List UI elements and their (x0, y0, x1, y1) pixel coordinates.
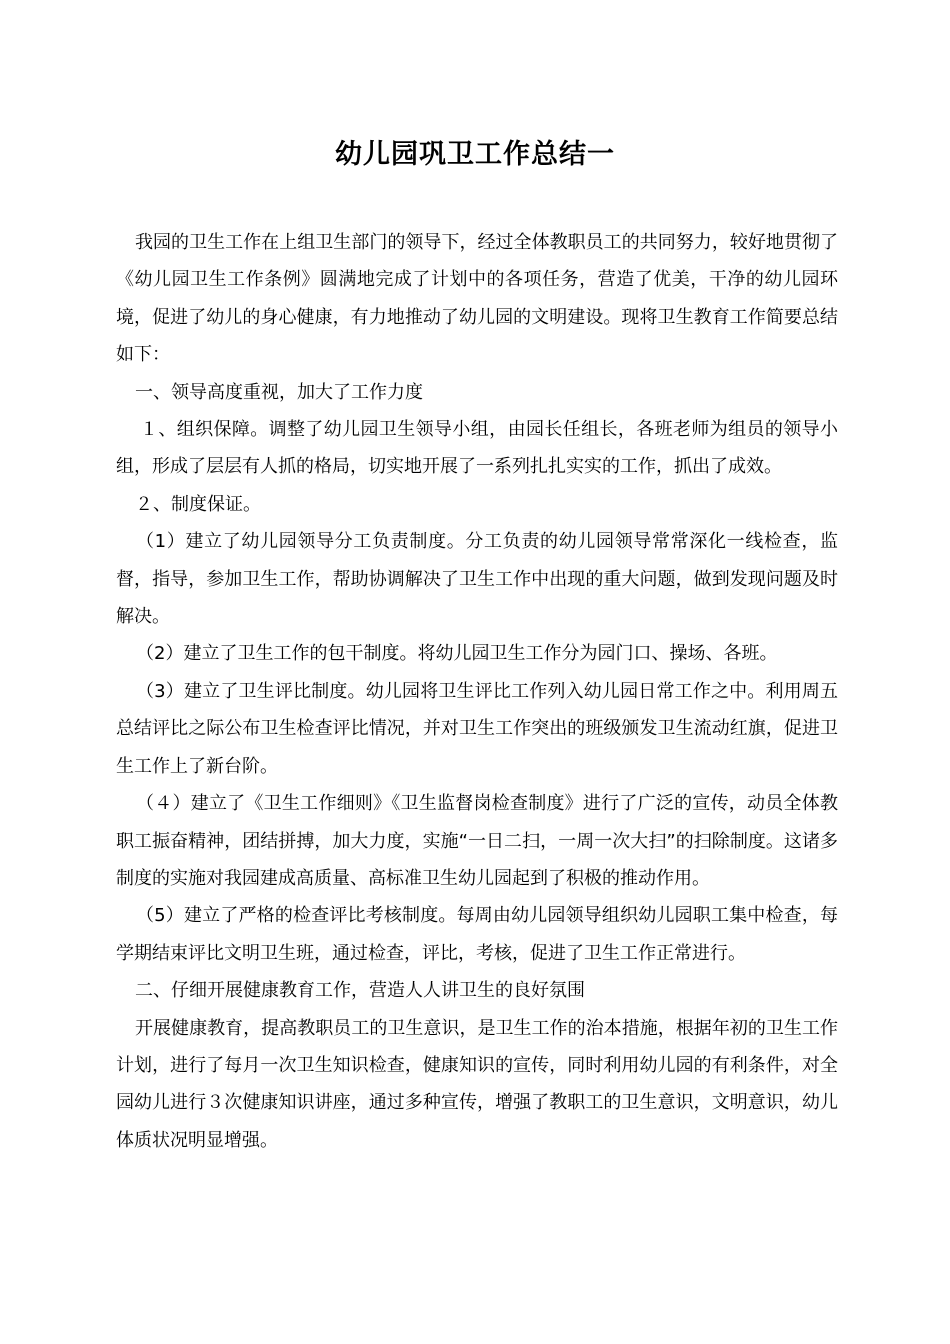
section-heading-2: 二、仔细开展健康教育工作，营造人人讲卫生的良好氛围 (135, 980, 585, 1002)
paragraph-item-3: （3）建立了卫生评比制度。幼儿园将卫生评比工作列入幼儿园日常工作之中。利用周五总结评比之际公布卫生检查评比情况，并对卫生工作突出的班级颁发卫生流动红旗，促进卫生工作上了新台阶。 (116, 680, 838, 777)
paragraph-item-1: （1）建立了幼儿园领导分工负责制度。分工负责的幼儿园领导常常深化一线检查，监督，指导，参加卫生工作，帮助协调解决了卫生工作中出现的重大问题，做到发现问题及时解决。 (116, 531, 838, 628)
paragraph-item-5: （5）建立了严格的检查评比考核制度。每周由幼儿园领导组织幼儿园职工集中检查，每学期结束评比文明卫生班，通过检查，评比，考核，促进了卫生工作正常进行。 (116, 905, 838, 964)
paragraph-item-2: （2）建立了卫生工作的包干制度。将幼儿园卫生工作分为园门口、操场、各班。 (136, 643, 778, 665)
paragraph-item-4: （４）建立了《卫生工作细则》《卫生监督岗检查制度》进行了广泛的宣传，动员全体教职工振奋精神，团结拼搏，加大力度，实施“一日二扫，一周一次大扫”的扫除制度。这诸多制度的实施对我园建成高质量、高标准卫生幼儿园起到了积极的推动作用。 (116, 793, 838, 889)
paragraph-health-education: 开展健康教育，提高教职员工的卫生意识，是卫生工作的治本措施，根据年初的卫生工作计划，进行了每月一次卫生知识检查，健康知识的宣传，同时利用幼儿园的有利条件，对全园幼儿进行３次健康知识讲座，通过多种宣传，增强了教职工的卫生意识，文明意识，幼儿体质状况明显增强。 (116, 1017, 838, 1151)
document-title: 幼儿园巩卫工作总结一 (335, 139, 615, 170)
section-heading-1: 一、领导高度重视，加大了工作力度 (135, 381, 423, 403)
paragraph-system-heading: ２、制度保证。 (135, 493, 261, 515)
paragraph-organization: １、组织保障。调整了幼儿园卫生领导小组，由园长任组长，各班老师为组员的领导小组，形成了层层有人抓的格局，切实地开展了一系列扎扎实实的工作，抓出了成效。 (116, 419, 838, 478)
intro-paragraph: 我园的卫生工作在上组卫生部门的领导下，经过全体教职员工的共同努力，较好地贯彻了《幼儿园卫生工作条例》圆满地完成了计划中的各项任务，营造了优美，干净的幼儿园环境，促进了幼儿的身心健康，有力地推动了幼儿园的文明建设。现将卫生教育工作简要总结如下： (116, 232, 838, 366)
document-body (116, 224, 838, 1159)
